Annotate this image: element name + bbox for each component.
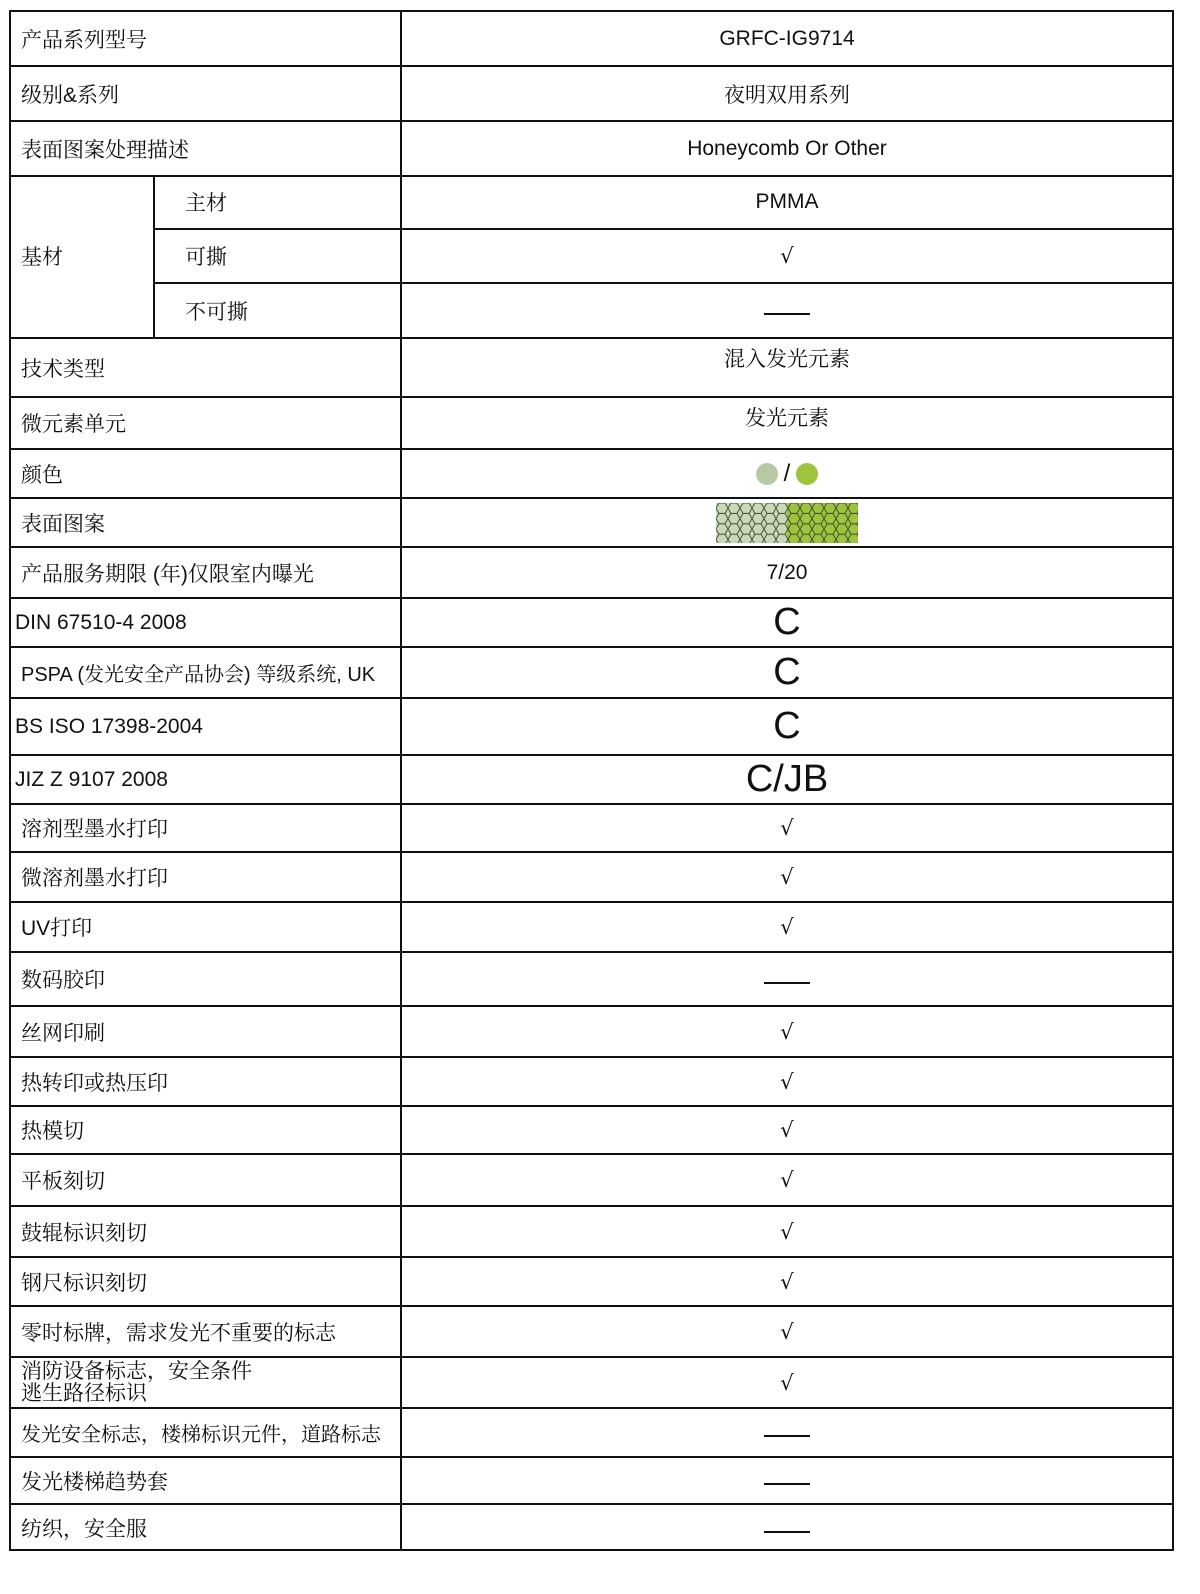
application-row [11, 1207, 1172, 1258]
color-value [402, 450, 1172, 497]
spec-table [9, 10, 1174, 1551]
standard-grade: C [773, 705, 801, 747]
application-row [11, 1058, 1172, 1107]
application-value [402, 953, 1172, 1005]
table-row [11, 12, 1172, 67]
dash-mark [764, 313, 810, 316]
pattern-value [402, 499, 1172, 546]
row-label: UV打印 [11, 903, 402, 951]
table-row [11, 450, 1172, 499]
application-value [402, 1409, 1172, 1456]
check-mark: √ [780, 1219, 794, 1244]
application-row [11, 1409, 1172, 1458]
honeycomb-swatch-icon [716, 503, 858, 543]
row-label: 鼓辊标识刻切 [11, 1207, 402, 1256]
row-label: 溶剂型墨水打印 [11, 805, 402, 851]
row-label: JIZ Z 9107 2008 [11, 756, 402, 803]
application-row [11, 1307, 1172, 1358]
row-label: 微溶剂墨水打印 [11, 853, 402, 901]
check-mark: √ [780, 816, 794, 840]
application-row [11, 1458, 1172, 1505]
row-label: 钢尺标识刻切 [11, 1258, 402, 1305]
color-swatch-green [796, 463, 818, 485]
table-row [11, 756, 1172, 805]
row-label: 级别&系列 [11, 67, 402, 120]
table-row [11, 122, 1172, 177]
check-mark: √ [780, 1069, 794, 1094]
row-label: PSPA (发光安全产品协会) 等级系统, UK [11, 648, 402, 697]
color-separator: / [783, 459, 791, 487]
application-row [11, 1155, 1172, 1207]
row-label: 丝网印刷 [11, 1007, 402, 1056]
application-value [402, 1007, 1172, 1056]
row-label: 数码胶印 [11, 953, 402, 1005]
row-label: 产品系列型号 [11, 12, 402, 65]
application-value [402, 903, 1172, 951]
row-label: 发光安全标志，楼梯标识元件，道路标志 [11, 1409, 402, 1456]
application-row [11, 1007, 1172, 1058]
standard-grade: C [773, 651, 801, 693]
check-mark: √ [780, 915, 794, 939]
series-value: 夜明双用系列 [724, 84, 850, 107]
base-material-label: 基材 [11, 175, 155, 337]
dash-mark [764, 1483, 810, 1486]
sub-value [402, 284, 1172, 337]
table-row [11, 398, 1172, 450]
application-value [402, 1505, 1172, 1551]
row-label: 纺织，安全服 [11, 1505, 402, 1551]
application-row [11, 1107, 1172, 1155]
table-row [11, 339, 1172, 398]
application-value [402, 1307, 1172, 1356]
check-mark: √ [780, 1168, 794, 1192]
application-value [402, 1458, 1172, 1503]
sub-label: 可撕 [155, 230, 402, 282]
sub-value: PMMA [755, 189, 819, 213]
application-value [402, 1358, 1172, 1407]
dash-mark [764, 1531, 810, 1534]
table-row [11, 548, 1172, 599]
tech-value: 混入发光元素 [724, 348, 850, 371]
standard-grade: C [773, 601, 801, 643]
table-row [11, 648, 1172, 699]
check-mark: √ [780, 1319, 794, 1344]
row-label-line: 消防设备标志，安全条件 [21, 1359, 252, 1383]
table-row [11, 499, 1172, 548]
check-mark: √ [780, 865, 794, 889]
row-label-line: 逃生路径标识 [21, 1381, 147, 1405]
application-row [11, 1258, 1172, 1307]
row-label: 零时标牌，需求发光不重要的标志 [11, 1307, 402, 1356]
base-sub-row [155, 175, 1172, 230]
dash-mark [764, 982, 810, 985]
check-mark: √ [780, 244, 794, 268]
life-value: 7/20 [766, 560, 808, 584]
row-label: DIN 67510-4 2008 [11, 599, 402, 646]
row-label: 产品服务期限 (年)仅限室内曝光 [11, 548, 402, 597]
application-value [402, 1155, 1172, 1205]
application-value [402, 1058, 1172, 1105]
row-label: 表面图案处理描述 [11, 122, 402, 175]
application-row [11, 853, 1172, 903]
row-label: 热模切 [11, 1107, 402, 1153]
row-label [11, 1358, 402, 1407]
check-mark: √ [780, 1019, 794, 1044]
application-value [402, 1258, 1172, 1305]
sub-value [402, 230, 1172, 282]
pattern-description-value: Honeycomb Or Other [687, 136, 887, 160]
application-row [11, 805, 1172, 853]
row-label: 热转印或热压印 [11, 1058, 402, 1105]
application-value [402, 1207, 1172, 1256]
row-label: 发光楼梯趋势套 [11, 1458, 402, 1503]
row-label: 技术类型 [11, 339, 402, 396]
row-label: 平板刻切 [11, 1155, 402, 1205]
application-row [11, 1358, 1172, 1409]
check-mark: √ [780, 1269, 794, 1294]
application-value [402, 805, 1172, 851]
table-row [11, 67, 1172, 122]
base-sub-row [155, 284, 1172, 337]
sub-label: 不可撕 [155, 284, 402, 337]
model-value: GRFC-IG9714 [719, 26, 855, 50]
table-row [11, 699, 1172, 756]
check-mark: √ [780, 1370, 794, 1395]
table-row [11, 599, 1172, 648]
base-sub-row [155, 230, 1172, 284]
color-swatch-light [756, 463, 778, 485]
base-material-group [11, 175, 1172, 339]
micro-value: 发光元素 [745, 407, 829, 430]
check-mark: √ [780, 1118, 794, 1142]
application-value [402, 853, 1172, 901]
standard-grade: C/JB [745, 758, 829, 800]
application-row [11, 1505, 1172, 1551]
application-row [11, 903, 1172, 953]
dash-mark [764, 1435, 810, 1438]
row-label: 表面图案 [11, 499, 402, 546]
row-label: 颜色 [11, 450, 402, 497]
application-value [402, 1107, 1172, 1153]
sub-label: 主材 [155, 175, 402, 228]
row-label: BS ISO 17398-2004 [11, 699, 402, 754]
application-row [11, 953, 1172, 1007]
row-label: 微元素单元 [11, 398, 402, 448]
